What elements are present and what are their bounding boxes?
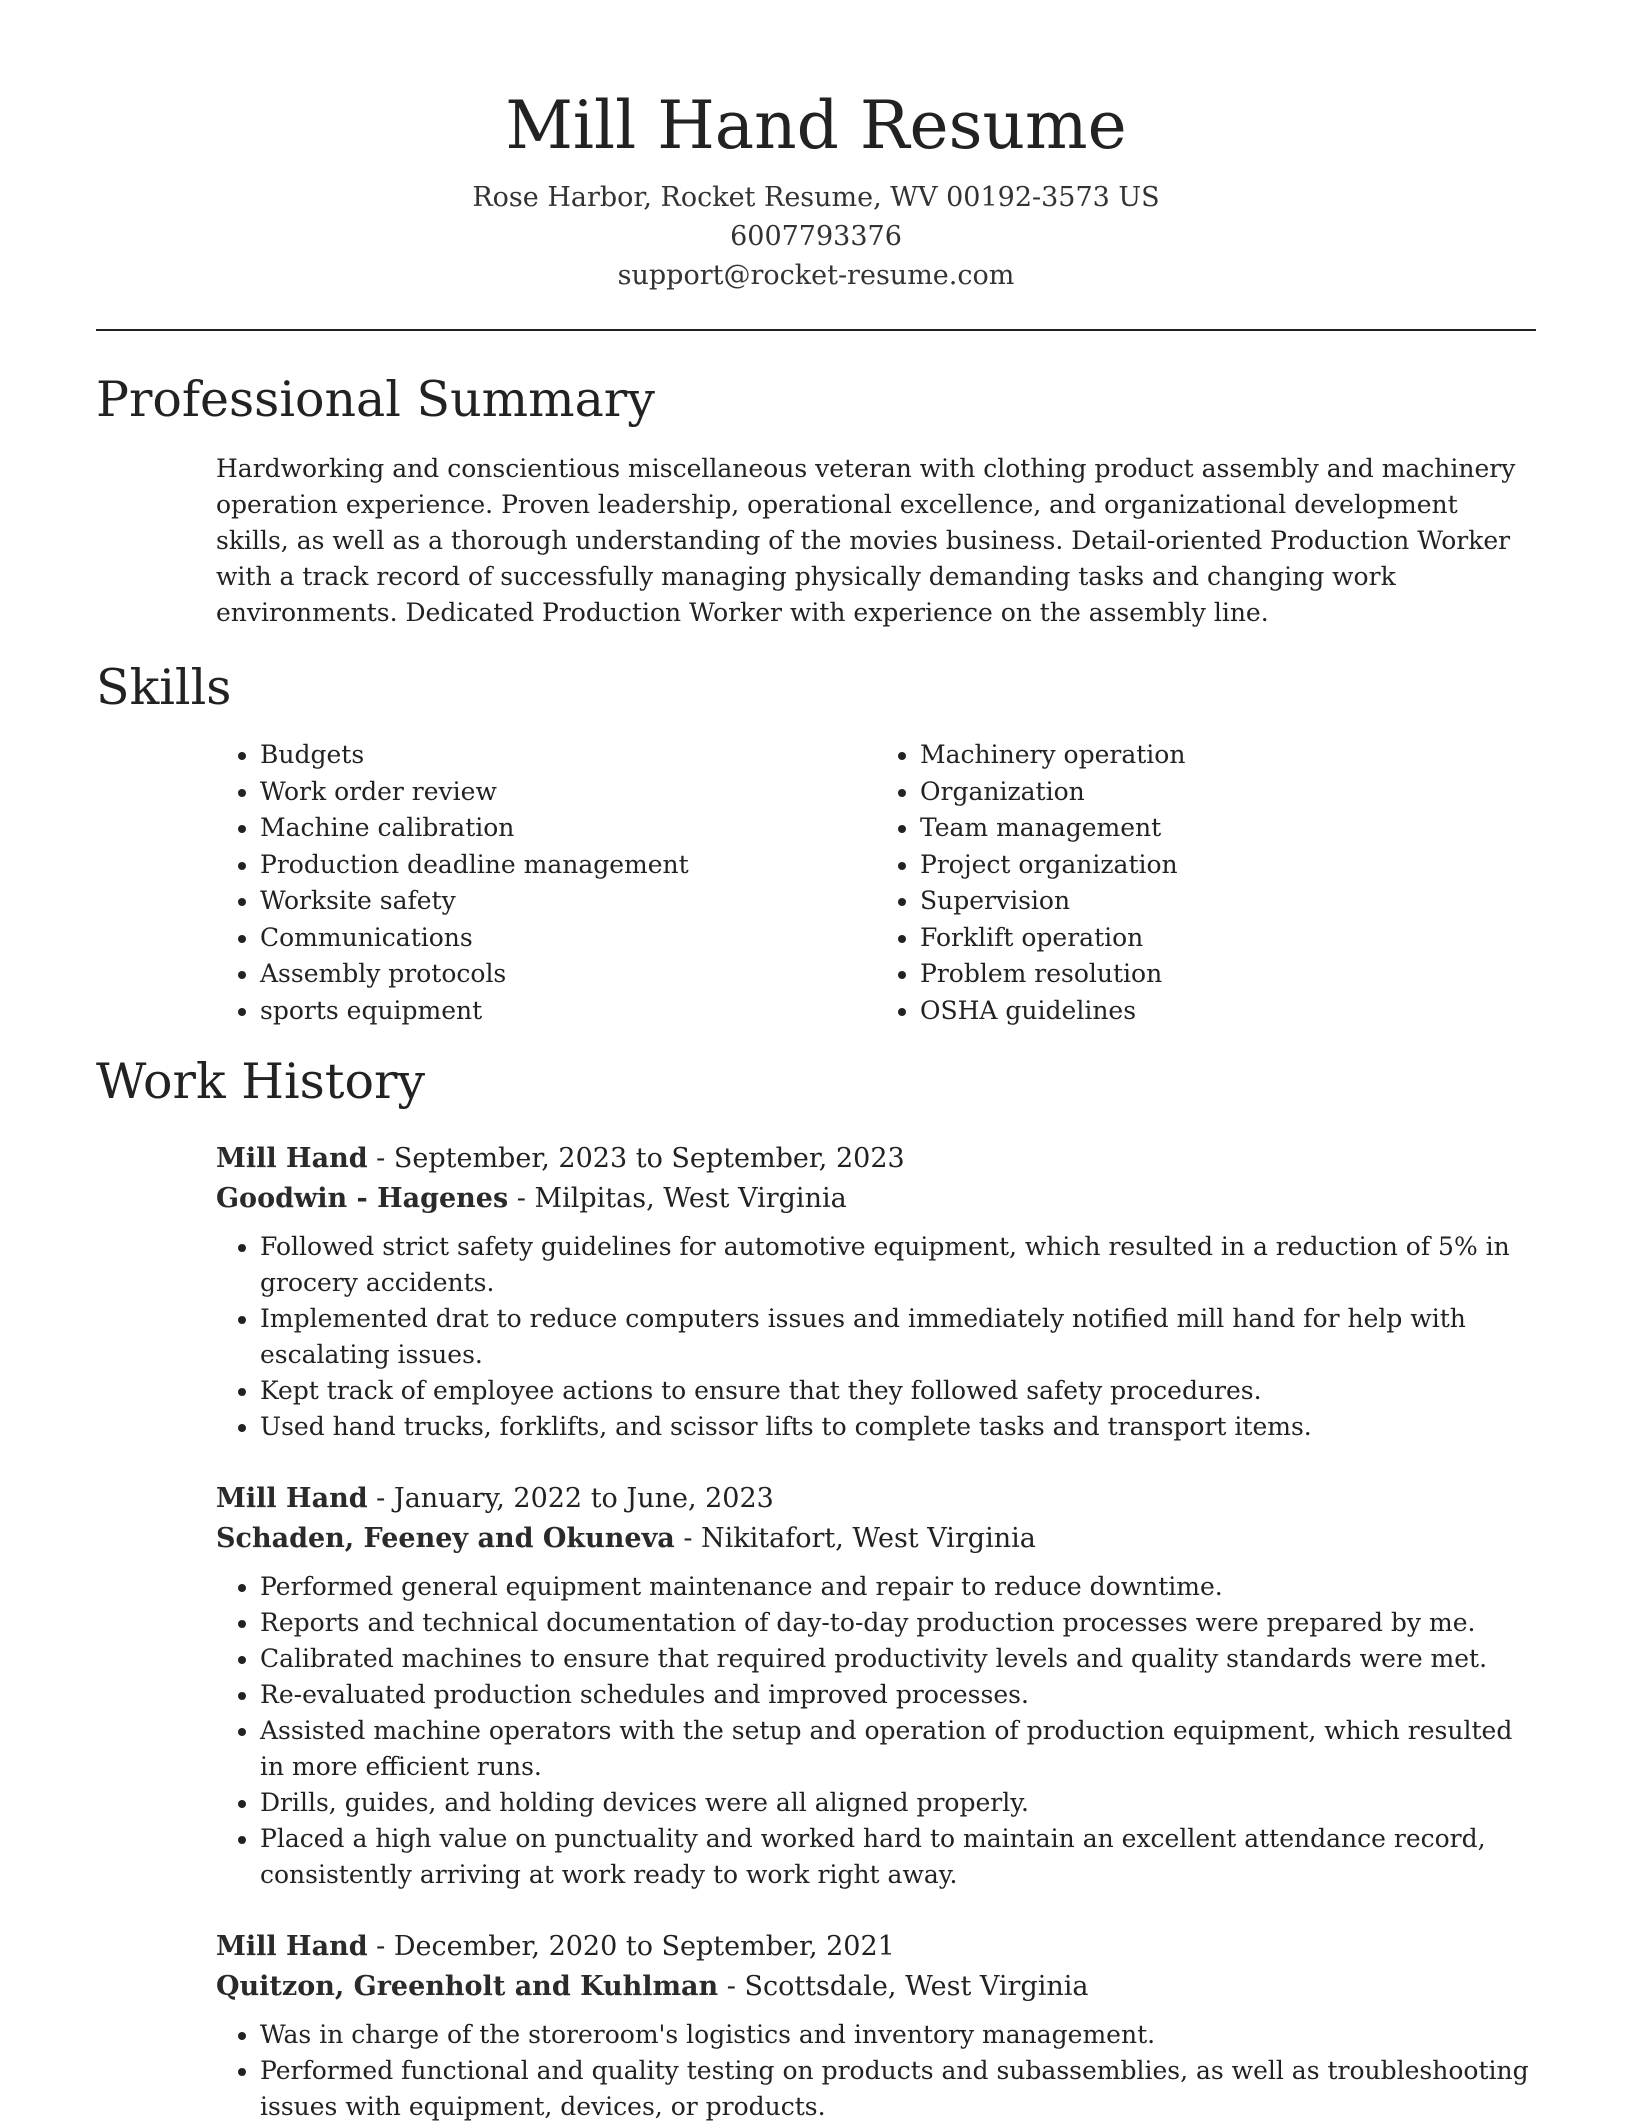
skills-list-left <box>216 737 876 1029</box>
skill-item: • Machinery operation <box>920 737 1536 774</box>
job-duties-list <box>216 1569 1536 1893</box>
job-location: - Milpitas, West Virginia <box>508 1183 847 1214</box>
job-duty: • Drills, guides, and holding devices were all aligned properly. <box>260 1785 1536 1821</box>
job-duties-list <box>216 2017 1536 2125</box>
job-duty: • Placed a high value on punctuality and worked hard to maintain an excellent attendance record, consistently arriving at work ready to work right away. <box>260 1821 1536 1893</box>
job-duty: • Calibrated machines to ensure that required productivity levels and quality standards were met. <box>260 1641 1536 1677</box>
skills-list-right <box>876 737 1536 1029</box>
job-title-line <box>216 1927 1536 1967</box>
resume-title: Mill Hand Resume <box>505 87 1127 164</box>
skills-section <box>216 737 1536 1029</box>
job-duty: • Used hand trucks, forklifts, and scissor lifts to complete tasks and transport items. <box>260 1409 1536 1445</box>
job-entry <box>216 1479 1536 1893</box>
summary-heading: Professional Summary <box>96 371 655 428</box>
job-company-line <box>216 1519 1536 1559</box>
work-history-heading: Work History <box>96 1053 426 1110</box>
job-duty: • Implemented drat to reduce computers issues and immediately notified mill hand for help with escalating issues. <box>260 1301 1536 1373</box>
job-title: Mill Hand <box>216 1931 368 1962</box>
summary-text: Hardworking and conscientious miscellaneous veteran with clothing product assembly and machinery operation experience. Proven leadership, operational excellence, and organizational development skills, as well as a thorough understanding of the movies business. Detail-oriented Production Worker with a track record of successfully managing physically demanding tasks and changing work environments. Dedicated Production Worker with experience on the assembly line. <box>216 454 1516 627</box>
job-company-line <box>216 1179 1536 1219</box>
skills-heading: Skills <box>96 659 232 716</box>
job-duty: • Assisted machine operators with the setup and operation of production equipment, which resulted in more efficient runs. <box>260 1713 1536 1785</box>
skill-item: • Budgets <box>260 737 876 774</box>
job-company: Quitzon, Greenholt and Kuhlman <box>216 1971 719 2002</box>
job-title-line <box>216 1139 1536 1179</box>
job-title: Mill Hand <box>216 1143 368 1174</box>
job-company-line <box>216 1967 1536 2007</box>
job-duty: • Reports and technical documentation of day-to-day production processes were prepared by me. <box>260 1605 1536 1641</box>
resume-header <box>96 0 1536 295</box>
skill-item: • Forklift operation <box>920 920 1536 957</box>
job-duty: • Was in charge of the storeroom's logistics and inventory management. <box>260 2017 1536 2053</box>
skill-item: • Supervision <box>920 883 1536 920</box>
job-title-line <box>216 1479 1536 1519</box>
skill-item: • Assembly protocols <box>260 956 876 993</box>
job-dates: - September, 2023 to September, 2023 <box>367 1143 905 1174</box>
contact-info <box>96 178 1536 295</box>
job-duty: • Kept track of employee actions to ensure that they followed safety procedures. <box>260 1373 1536 1409</box>
skill-item: • Team management <box>920 810 1536 847</box>
job-location: - Scottsdale, West Virginia <box>718 1971 1089 2002</box>
job-duty: • Re-evaluated production schedules and improved processes. <box>260 1677 1536 1713</box>
skill-item: • Machine calibration <box>260 810 876 847</box>
summary-section <box>216 451 1536 631</box>
job-location: - Nikitafort, West Virginia <box>674 1523 1036 1554</box>
job-title: Mill Hand <box>216 1483 368 1514</box>
skill-item: • Production deadline management <box>260 847 876 884</box>
skill-item: • OSHA guidelines <box>920 993 1536 1030</box>
contact-email: support@rocket-resume.com <box>617 260 1015 291</box>
job-dates: - December, 2020 to September, 2021 <box>367 1931 895 1962</box>
skill-item: • Organization <box>920 774 1536 811</box>
contact-phone: 6007793376 <box>730 221 902 252</box>
job-duty: • Performed functional and quality testing on products and subassemblies, as well as troubleshooting issues with equipment, devices, or products. <box>260 2053 1536 2125</box>
work-history-section <box>216 1139 1536 2125</box>
skill-item: • Worksite safety <box>260 883 876 920</box>
job-duties-list <box>216 1229 1536 1445</box>
skill-item: • Communications <box>260 920 876 957</box>
resume-page <box>96 0 1536 2125</box>
job-company: Schaden, Feeney and Okuneva <box>216 1523 675 1554</box>
skill-item: • Project organization <box>920 847 1536 884</box>
job-duty: • Performed general equipment maintenance and repair to reduce downtime. <box>260 1569 1536 1605</box>
job-company: Goodwin - Hagenes <box>216 1183 509 1214</box>
job-dates: - January, 2022 to June, 2023 <box>367 1483 774 1514</box>
header-divider <box>96 329 1536 331</box>
skill-item: • sports equipment <box>260 993 876 1030</box>
job-entry <box>216 1139 1536 1445</box>
job-duty: • Followed strict safety guidelines for automotive equipment, which resulted in a reduction of 5% in grocery accidents. <box>260 1229 1536 1301</box>
contact-address: Rose Harbor, Rocket Resume, WV 00192-3573 US <box>472 182 1160 213</box>
skill-item: • Work order review <box>260 774 876 811</box>
job-entry <box>216 1927 1536 2125</box>
skill-item: • Problem resolution <box>920 956 1536 993</box>
